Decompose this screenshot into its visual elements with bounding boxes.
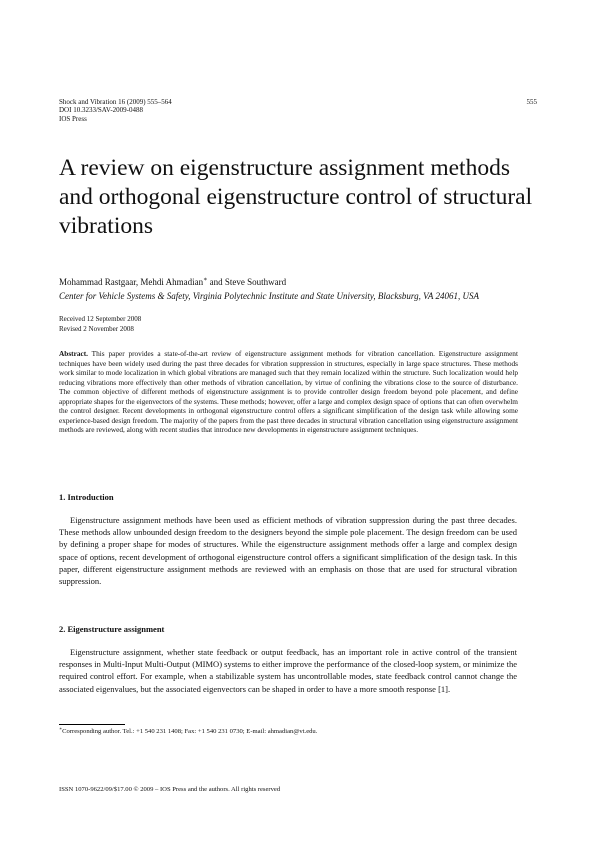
footnote-mark: ∗ (59, 725, 63, 731)
footnote (59, 725, 318, 735)
author-list (59, 277, 286, 287)
footnote-text: Corresponding author. Tel.: +1 540 231 1408; Fax: +1 540 231 0730; E-mail: ahmadian@vt.edu. (62, 728, 318, 735)
abstract (59, 349, 518, 435)
journal-citation: Shock and Vibration 16 (2009) 555–564 (59, 98, 172, 106)
abstract-label: Abstract. (59, 349, 88, 358)
article-title: A review on eigenstructure assignment methods and orthogonal eigenstructure control of structural vibrations (59, 155, 533, 239)
dates (59, 315, 141, 334)
authors-tail: and Steve Southward (207, 277, 287, 287)
eigenstructure-paragraph: Eigenstructure assignment, whether state feedback or output feedback, has an important role in active control of the transient responses in Multi-Input Multi-Output (MIMO) systems to either improve the performance of the closed-loop system, or minimize the required control effort. For example, when a stabilizable system has uncontrollable modes, state feedback control cannot change the associated eigenvalues, but the associated eigenvectors can be shaped in order to have a more smooth response [1]. (59, 647, 517, 694)
abstract-text: This paper provides a state-of-the-art review of eigenstructure assignment methods for vibration cancellation. Eigenstructure assignment techniques have been widely used during the past three decades for vibration suppression in structures, especially in large space structures. These methods work similar to mode localization in which global vibrations are managed such that they remain localized within the structure. Such localization would help reducing vibrations more effectively than other methods of vibration cancellation, by virtue of confining the vibrations close to the source of disturbance. The common objective of different methods of eigenstructure assignment is to provide controller design freedom beyond pole placement, and define appropriate shapes for the eigenvectors of the systems. These methods; however, offer a large and complex design space of options that can often overwhelm the control designer. Recent developments in orthogonal eigenstructure control offers a significant simplification of the design task while allowing some experience-based design freedom. The majority of the papers from the past three decades in structural vibration cancellation using eigenstructure assignment methods are reviewed, along with recent studies that introduce new developments in eigenstructure assignment techniques. (59, 349, 518, 435)
introduction-paragraph: Eigenstructure assignment methods have been used as efficient methods of vibration suppression during the past three decades. These methods allow unbounded design freedom to the designers beyond the simple pole placement. The design freedom can be used by defining a proper shape for modes of structures. While the eigenstructure assignment methods offer a large and complex design space of options, recent development of orthogonal eigenstructure control offers a significant simplification of the design task. In this paper, different eigenstructure assignment methods are reviewed with an emphasis on those that are used for structural vibration suppression. (59, 515, 517, 587)
corresponding-mark: ∗ (203, 276, 208, 283)
affiliation: Center for Vehicle Systems & Safety, Virginia Polytechnic Institute and State University, Blacksburg, VA 24061, USA (59, 291, 480, 301)
section-heading-introduction: 1. Introduction (59, 492, 114, 502)
publisher: IOS Press (59, 114, 87, 123)
authors-names: Mohammad Rastgaar, Mehdi Ahmadian (59, 277, 204, 287)
received-date: Received 12 September 2008 (59, 315, 142, 323)
copyright-line: ISSN 1070-9622/09/$17.00 © 2009 – IOS Press and the authors. All rights reserved (59, 786, 281, 793)
page-number: 555 (526, 98, 537, 106)
section-heading-eigenstructure: 2. Eigenstructure assignment (59, 624, 165, 634)
doi: DOI 10.3233/SAV-2009-0488 (59, 106, 144, 115)
running-header (59, 98, 172, 123)
revised-date: Revised 2 November 2008 (59, 324, 134, 333)
footnote-rule (59, 724, 125, 725)
